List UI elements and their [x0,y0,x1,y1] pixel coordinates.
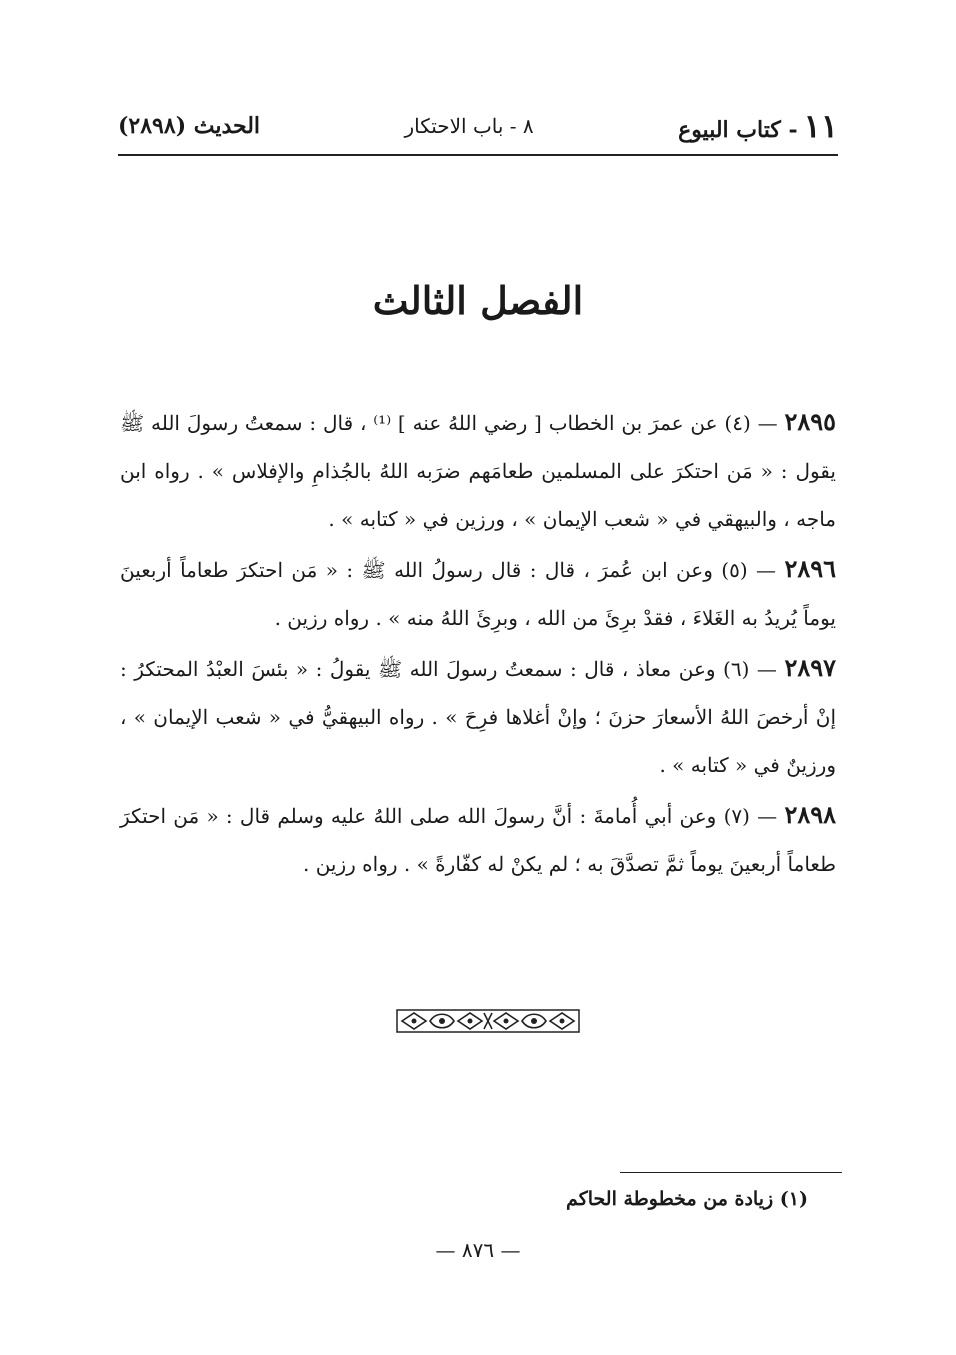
hadith-paragraph [120,791,836,888]
hadith-paragraph [120,545,836,642]
hadith-text: — (٤) عن عمرَ بن الخطاب [ رضي اللهُ عنه ] ⁽¹⁾ ، قال : سمعتُ رسولَ الله ﷺ يقول : « مَن احتكرَ على المسلمين طعامَهم ضرَبه اللهُ بالجُذامِ والإفلاس » . رواه ابن ماجه ، والبيهقي في « شعب الإيمان » ، ورزين في « كتابه » . [120,411,836,531]
section-title: الفصل الثالث [372,278,584,323]
hadith-text: — (٦) وعن معاذ ، قال : سمعتُ رسولَ الله ﷺ يقولُ : « بئسَ العبْدُ المحتكرُ : إنْ أرخصَ اللهُ الأسعارَ حزنَ ؛ وإنْ أغلاها فرِحَ » . رواه البيهقيُّ في « شعب الإيمان » ، ورزينٌ في « كتابه » . [120,657,837,777]
header-divider [118,154,838,156]
page-number: — ٨٧٦ — [435,1238,521,1262]
book-title [678,107,838,145]
running-header [118,98,838,154]
hadith-number: ٢٨٩٥ [784,407,836,436]
hadith-text: — (٥) وعن ابن عُمرَ ، قال : قال رسولُ الله ﷺ : « مَن احتكرَ طعاماً أربعينَ يوماً يُريدُ به الغَلاءَ ، فقدْ برِئَ من الله ، وبرِئَ اللهُ منه » . رواه رزين . [120,558,836,630]
footnote: (١) زيادة من مخطوطة الحاكم [566,1188,808,1210]
hadith-number: ٢٨٩٧ [784,653,836,682]
hadith-range: الحديث (٢٨٩٨) [118,113,261,139]
chapter-title: ٨ - باب الاحتكار [404,114,534,138]
hadith-text-block [120,398,836,890]
hadith-paragraph [120,398,836,543]
footnote-divider [620,1172,842,1173]
hadith-text: — (٧) وعن أبي أُمامةَ : أنَّ رسولَ الله صلى اللهُ عليه وسلم قال : « مَن احتكرَ طعاماً أربعينَ يوماً ثمَّ تصدَّقَ به ؛ لم يكنْ له كفّارةً » . رواه رزين . [120,804,836,876]
hadith-paragraph [120,644,836,789]
hadith-number: ٢٨٩٨ [784,800,836,829]
book-number: ١١ [803,107,838,145]
book-title-text: - كتاب البيوع [678,117,798,143]
decorative-ornament [396,1008,580,1034]
hadith-number: ٢٨٩٦ [784,554,836,583]
